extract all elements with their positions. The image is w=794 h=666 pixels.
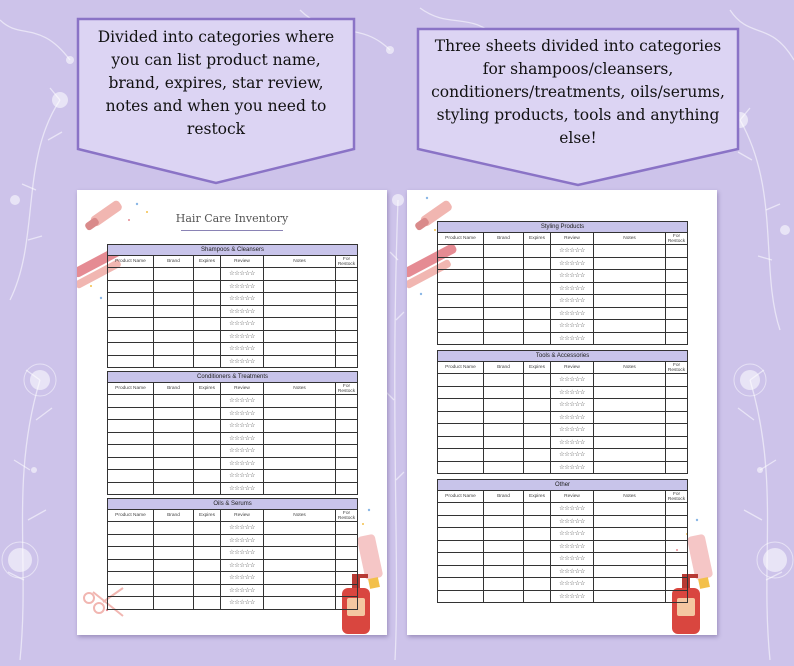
star-rating[interactable]: ☆☆☆☆☆ [551, 411, 594, 424]
table-row [438, 436, 688, 449]
star-rating[interactable]: ☆☆☆☆☆ [221, 280, 264, 293]
table-row [108, 534, 358, 547]
star-rating[interactable]: ☆☆☆☆☆ [221, 597, 264, 610]
col-expires: Expires [524, 491, 551, 503]
callout-right [416, 27, 740, 187]
table-row [438, 386, 688, 399]
table-row [108, 280, 358, 293]
star-rating[interactable]: ☆☆☆☆☆ [221, 395, 264, 408]
star-rating[interactable]: ☆☆☆☆☆ [221, 482, 264, 495]
star-rating[interactable]: ☆☆☆☆☆ [221, 534, 264, 547]
table-row [438, 332, 688, 345]
sheet-left [77, 190, 387, 635]
table-row [438, 553, 688, 566]
star-rating[interactable]: ☆☆☆☆☆ [221, 432, 264, 445]
star-rating[interactable]: ☆☆☆☆☆ [551, 332, 594, 345]
col-expires: Expires [524, 233, 551, 245]
table-row [438, 411, 688, 424]
star-rating[interactable]: ☆☆☆☆☆ [551, 399, 594, 412]
col-restock: For Restock [336, 256, 358, 268]
table-row [108, 432, 358, 445]
table-row [438, 307, 688, 320]
table-row [438, 515, 688, 528]
star-rating[interactable]: ☆☆☆☆☆ [221, 318, 264, 331]
star-rating[interactable]: ☆☆☆☆☆ [221, 305, 264, 318]
col-review: Review [221, 510, 264, 522]
star-rating[interactable]: ☆☆☆☆☆ [551, 270, 594, 283]
star-rating[interactable]: ☆☆☆☆☆ [551, 565, 594, 578]
star-rating[interactable]: ☆☆☆☆☆ [221, 584, 264, 597]
table-row [108, 355, 358, 368]
table-row [438, 245, 688, 258]
table-row [438, 540, 688, 553]
star-rating[interactable]: ☆☆☆☆☆ [221, 457, 264, 470]
col-product-name: Product Name [108, 256, 154, 268]
col-notes: Notes [264, 510, 336, 522]
table-row [108, 547, 358, 560]
star-rating[interactable]: ☆☆☆☆☆ [221, 559, 264, 572]
col-brand: Brand [484, 491, 524, 503]
table-row [438, 424, 688, 437]
table-row [108, 293, 358, 306]
table-row [108, 597, 358, 610]
star-rating[interactable]: ☆☆☆☆☆ [551, 295, 594, 308]
col-brand: Brand [154, 510, 194, 522]
col-review: Review [551, 362, 594, 374]
star-rating[interactable]: ☆☆☆☆☆ [551, 553, 594, 566]
callout-left-text: Divided into categories where you can list product name, brand, expires, star review, notes and when you need to restock [97, 28, 335, 138]
callout-right-text: Three sheets divided into categories for shampoos/cleansers, conditioners/treatments, oils/serums, styling products, tools and anything else! [431, 37, 725, 147]
star-rating[interactable]: ☆☆☆☆☆ [551, 436, 594, 449]
col-notes: Notes [594, 233, 666, 245]
inventory-table-oils [107, 498, 358, 610]
title-underline [181, 230, 283, 231]
table-row [438, 295, 688, 308]
star-rating[interactable]: ☆☆☆☆☆ [221, 470, 264, 483]
star-rating[interactable]: ☆☆☆☆☆ [551, 282, 594, 295]
table-row [438, 461, 688, 474]
star-rating[interactable]: ☆☆☆☆☆ [551, 461, 594, 474]
col-brand: Brand [154, 256, 194, 268]
star-rating[interactable]: ☆☆☆☆☆ [221, 572, 264, 585]
col-restock: For Restock [336, 510, 358, 522]
col-restock: For Restock [666, 233, 688, 245]
star-rating[interactable]: ☆☆☆☆☆ [551, 424, 594, 437]
inventory-table-conditioners [107, 371, 358, 495]
col-notes: Notes [264, 256, 336, 268]
col-review: Review [551, 233, 594, 245]
col-expires: Expires [194, 510, 221, 522]
star-rating[interactable]: ☆☆☆☆☆ [221, 547, 264, 560]
star-rating[interactable]: ☆☆☆☆☆ [551, 374, 594, 387]
star-rating[interactable]: ☆☆☆☆☆ [221, 355, 264, 368]
table-row [108, 482, 358, 495]
star-rating[interactable]: ☆☆☆☆☆ [551, 320, 594, 333]
col-brand: Brand [484, 233, 524, 245]
col-product-name: Product Name [438, 491, 484, 503]
col-restock: For Restock [336, 383, 358, 395]
col-brand: Brand [484, 362, 524, 374]
table-row [108, 457, 358, 470]
star-rating[interactable]: ☆☆☆☆☆ [551, 528, 594, 541]
table-row [438, 320, 688, 333]
star-rating[interactable]: ☆☆☆☆☆ [551, 590, 594, 603]
star-rating[interactable]: ☆☆☆☆☆ [551, 386, 594, 399]
star-rating[interactable]: ☆☆☆☆☆ [551, 578, 594, 591]
col-product-name: Product Name [438, 362, 484, 374]
inventory-table-styling [437, 221, 688, 345]
table-row [438, 374, 688, 387]
table-row [438, 590, 688, 603]
star-rating[interactable]: ☆☆☆☆☆ [551, 257, 594, 270]
cream-tube-icon [687, 534, 714, 589]
table-row [108, 572, 358, 585]
star-rating[interactable]: ☆☆☆☆☆ [221, 343, 264, 356]
table-row [108, 343, 358, 356]
table-row [108, 407, 358, 420]
sheet-title: Hair Care Inventory [175, 212, 289, 225]
star-rating[interactable]: ☆☆☆☆☆ [551, 515, 594, 528]
cream-tube-icon [357, 534, 384, 589]
table-row [438, 503, 688, 516]
table-row [438, 282, 688, 295]
star-rating[interactable]: ☆☆☆☆☆ [551, 503, 594, 516]
table-row [108, 395, 358, 408]
col-brand: Brand [154, 383, 194, 395]
category-header: Tools & Accessories [438, 351, 688, 362]
col-restock: For Restock [666, 362, 688, 374]
star-rating[interactable]: ☆☆☆☆☆ [221, 268, 264, 281]
table-row [108, 522, 358, 535]
star-rating[interactable]: ☆☆☆☆☆ [221, 445, 264, 458]
category-header: Oils & Serums [108, 499, 358, 510]
table-row [108, 559, 358, 572]
col-product-name: Product Name [108, 383, 154, 395]
star-rating[interactable]: ☆☆☆☆☆ [221, 420, 264, 433]
table-row [438, 578, 688, 591]
star-rating[interactable]: ☆☆☆☆☆ [221, 522, 264, 535]
table-row [438, 257, 688, 270]
table-row [438, 399, 688, 412]
star-rating[interactable]: ☆☆☆☆☆ [221, 330, 264, 343]
col-review: Review [551, 491, 594, 503]
table-row [108, 584, 358, 597]
star-rating[interactable]: ☆☆☆☆☆ [221, 407, 264, 420]
inventory-table-shampoos [107, 244, 358, 368]
table-row [438, 270, 688, 283]
col-expires: Expires [194, 383, 221, 395]
table-row [108, 445, 358, 458]
col-product-name: Product Name [108, 510, 154, 522]
star-rating[interactable]: ☆☆☆☆☆ [221, 293, 264, 306]
table-row [108, 330, 358, 343]
inventory-table-tools [437, 350, 688, 474]
col-expires: Expires [524, 362, 551, 374]
category-header: Other [438, 480, 688, 491]
table-row [438, 528, 688, 541]
col-product-name: Product Name [438, 233, 484, 245]
col-restock: For Restock [666, 491, 688, 503]
table-row [108, 318, 358, 331]
star-rating[interactable]: ☆☆☆☆☆ [551, 245, 594, 258]
star-rating[interactable]: ☆☆☆☆☆ [551, 307, 594, 320]
star-rating[interactable]: ☆☆☆☆☆ [551, 540, 594, 553]
inventory-table-other [437, 479, 688, 603]
col-notes: Notes [594, 362, 666, 374]
table-row [438, 449, 688, 462]
table-row [108, 470, 358, 483]
table-row [108, 305, 358, 318]
col-notes: Notes [264, 383, 336, 395]
col-review: Review [221, 256, 264, 268]
callout-left [76, 17, 356, 185]
table-row [108, 420, 358, 433]
category-header: Conditioners & Treatments [108, 372, 358, 383]
col-review: Review [221, 383, 264, 395]
table-row [438, 565, 688, 578]
col-expires: Expires [194, 256, 221, 268]
category-header: Styling Products [438, 222, 688, 233]
category-header: Shampoos & Cleansers [108, 245, 358, 256]
table-row [108, 268, 358, 281]
col-notes: Notes [594, 491, 666, 503]
sheet-right [407, 190, 717, 635]
star-rating[interactable]: ☆☆☆☆☆ [551, 449, 594, 462]
